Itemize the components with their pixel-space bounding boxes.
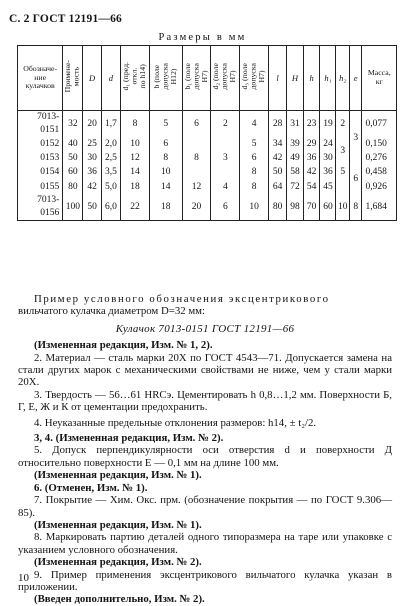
cell-application: 50 xyxy=(63,151,83,165)
cell-b: 8 xyxy=(149,151,182,165)
cell-mass: 0,150 xyxy=(362,137,397,151)
col-b: b (поле допуска H12) xyxy=(149,46,182,111)
cell-b: 18 xyxy=(149,194,182,221)
col-b1: b₁ (поле допуска H7) xyxy=(182,46,211,111)
cell-application: 80 xyxy=(63,180,83,194)
cell-e-merged: 3 xyxy=(350,111,362,166)
col-d3: d₃ (поле допуска Н7) xyxy=(240,46,269,111)
cell-b: 5 xyxy=(149,111,182,138)
cell-d2: 6 xyxy=(211,194,240,221)
col-application: Примене- мость xyxy=(63,46,83,111)
paragraph-4: 4. Неуказанные предельные отклонения размеров: h14, ± t₂/2. xyxy=(34,416,317,429)
col-d: d xyxy=(101,46,121,111)
cell-designation: 7013-0156 xyxy=(18,194,63,221)
cell-d3: 8 xyxy=(240,180,269,194)
cell-designation: 0154 xyxy=(18,166,63,180)
cell-b: 6 xyxy=(149,137,182,151)
table-row xyxy=(18,137,397,151)
cell-H: 98 xyxy=(287,194,304,221)
cell-d1: 18 xyxy=(121,180,150,194)
cell-application: 60 xyxy=(63,166,83,180)
cell-d3: 10 xyxy=(240,194,269,221)
example-intro-line-2: вильчатого кулачка диаметром D=32 мм: xyxy=(18,305,206,318)
col-designation: Обозначе- ние кулачков xyxy=(18,46,63,111)
edit-note-8: (Измененная редакция, Изм. № 2). xyxy=(34,556,202,569)
cell-h1: 24 xyxy=(320,137,336,151)
cell-h2: 10 xyxy=(336,194,350,221)
cell-h1: 60 xyxy=(320,194,336,221)
cell-mass: 0,458 xyxy=(362,166,397,180)
edit-note-1: (Измененная редакция, Изм. № 1, 2). xyxy=(34,339,213,352)
cell-h2: 2 xyxy=(336,111,350,138)
table-caption: Размеры в мм xyxy=(158,32,247,43)
cell-h2-merged: 3 xyxy=(336,137,350,166)
cell-d: 3,5 xyxy=(101,166,121,180)
cell-d1: 10 xyxy=(121,137,150,151)
cell-d3: 8 xyxy=(240,166,269,180)
table-row xyxy=(18,180,397,194)
cell-d: 6,0 xyxy=(101,194,121,221)
cell-H: 49 xyxy=(287,151,304,165)
cell-d3: 5 xyxy=(240,137,269,151)
cell-h: 42 xyxy=(303,166,320,180)
example-intro-line-1: Пример условного обозначения эксцентрикового xyxy=(34,293,330,305)
dimensions-table xyxy=(17,45,397,221)
cell-b: 14 xyxy=(149,180,182,194)
paragraph-2: 2. Материал — сталь марки 20Х по ГОСТ 4543—71. Допускается замена на стали других марок с механическими свойствами не ниже, чем у стали марки 20Х. xyxy=(18,351,392,389)
cell-b1: 12 xyxy=(182,180,211,194)
cell-mass: 1,684 xyxy=(362,194,397,221)
cell-H: 39 xyxy=(287,137,304,151)
cell-h: 36 xyxy=(303,151,320,165)
cell-d3: 4 xyxy=(240,111,269,138)
table-header-row xyxy=(18,46,397,111)
example-designation: Кулачок 7013-0151 ГОСТ 12191—66 xyxy=(115,322,295,335)
page-number: 10 xyxy=(18,572,29,584)
cell-h: 54 xyxy=(303,180,320,194)
cell-H: 72 xyxy=(287,180,304,194)
col-D: D xyxy=(83,46,101,111)
cell-d1: 14 xyxy=(121,166,150,180)
document-body xyxy=(18,293,392,606)
edit-note-5: (Измененная редакция, Изм. № 1). xyxy=(34,469,202,482)
cell-designation: 0152 xyxy=(18,137,63,151)
paragraph-6: 6. (Отменен, Изм. № 1). xyxy=(34,481,148,494)
cell-designation: 0155 xyxy=(18,180,63,194)
col-l: l xyxy=(269,46,287,111)
paragraph-3: 3. Твердость — 56…61 HRCэ. Цементировать h 0,8…1,2 мм. Поверхности Б, Г, Е, Ж и К от цементации предохранить. xyxy=(18,388,392,414)
cell-designation: 0153 xyxy=(18,151,63,165)
cell-d1: 22 xyxy=(121,194,150,221)
edit-note-7: (Измененная редакция, Изм. № 1). xyxy=(34,518,202,531)
col-H: H xyxy=(287,46,304,111)
cell-d: 1,7 xyxy=(101,111,121,138)
cell-D: 30 xyxy=(83,151,101,165)
cell-h1: 19 xyxy=(320,111,336,138)
cell-d: 2,5 xyxy=(101,151,121,165)
edit-note-9: (Введен дополнительно, Изм. № 2). xyxy=(34,593,205,606)
cell-D: 36 xyxy=(83,166,101,180)
cell-h1: 36 xyxy=(320,166,336,180)
cell-h2: 5 xyxy=(336,166,350,180)
edit-note-3-4: 3, 4. (Измененная редакция, Изм. № 2). xyxy=(34,432,224,445)
cell-D: 25 xyxy=(83,137,101,151)
cell-l: 34 xyxy=(269,137,287,151)
cell-h2 xyxy=(336,180,350,194)
col-d1: d₁ (пред. откл. по h14) xyxy=(121,46,150,111)
cell-l: 50 xyxy=(269,166,287,180)
cell-d1: 8 xyxy=(121,111,150,138)
cell-H: 31 xyxy=(287,111,304,138)
cell-application: 32 xyxy=(63,111,83,138)
cell-d: 2,0 xyxy=(101,137,121,151)
cell-mass: 0,077 xyxy=(362,111,397,138)
cell-h1: 30 xyxy=(320,151,336,165)
col-h2: h₂ xyxy=(336,46,350,111)
paragraph-9: 9. Пример применения эксцентрикового вильчатого кулачка указан в приложении. xyxy=(18,568,392,593)
cell-h: 23 xyxy=(303,111,320,138)
cell-b: 10 xyxy=(149,166,182,180)
cell-l: 28 xyxy=(269,111,287,138)
col-d2: d₂ (поле допуска Н7) xyxy=(211,46,240,111)
cell-H: 58 xyxy=(287,166,304,180)
cell-designation: 7013-0151 xyxy=(18,111,63,138)
cell-e-merged-low: 6 xyxy=(350,166,362,195)
cell-application: 100 xyxy=(63,194,83,221)
cell-d3: 6 xyxy=(240,151,269,165)
col-h1: h₁ xyxy=(320,46,336,111)
col-h: h xyxy=(303,46,320,111)
cell-d2: 4 xyxy=(211,180,240,194)
table-row xyxy=(18,194,397,221)
cell-h: 29 xyxy=(303,137,320,151)
paragraph-8: 8. Маркировать партию деталей одного типоразмера на таре или упаковке с указанием условного обозначения. xyxy=(18,531,392,556)
cell-D: 42 xyxy=(83,180,101,194)
col-e: e xyxy=(350,46,362,111)
cell-l: 42 xyxy=(269,151,287,165)
cell-d2-merged: 3 xyxy=(211,137,240,180)
cell-h1: 45 xyxy=(320,180,336,194)
table-row xyxy=(18,111,397,138)
paragraph-5: 5. Допуск перпендикулярности оси отверстия d и поверхности Д относительно поверхности Е — 0,1 мм на длине 100 мм. xyxy=(18,444,392,469)
cell-b1-merged: 8 xyxy=(182,137,211,180)
cell-D: 20 xyxy=(83,111,101,138)
cell-mass: 0,276 xyxy=(362,151,397,165)
cell-d: 5,0 xyxy=(101,180,121,194)
cell-b1: 6 xyxy=(182,111,211,138)
cell-d2: 2 xyxy=(211,111,240,138)
col-mass: Масса, кг xyxy=(362,46,397,111)
cell-h: 70 xyxy=(303,194,320,221)
cell-application: 40 xyxy=(63,137,83,151)
page-header: С. 2 ГОСТ 12191—66 xyxy=(9,13,122,25)
cell-l: 64 xyxy=(269,180,287,194)
cell-b1: 20 xyxy=(182,194,211,221)
cell-mass: 0,926 xyxy=(362,180,397,194)
cell-d1: 12 xyxy=(121,151,150,165)
cell-l: 80 xyxy=(269,194,287,221)
cell-e: 8 xyxy=(350,194,362,221)
cell-D: 50 xyxy=(83,194,101,221)
paragraph-7: 7. Покрытие — Хим. Окс. прм. (обозначение покрытия — по ГОСТ 9.306—85). xyxy=(18,494,392,519)
